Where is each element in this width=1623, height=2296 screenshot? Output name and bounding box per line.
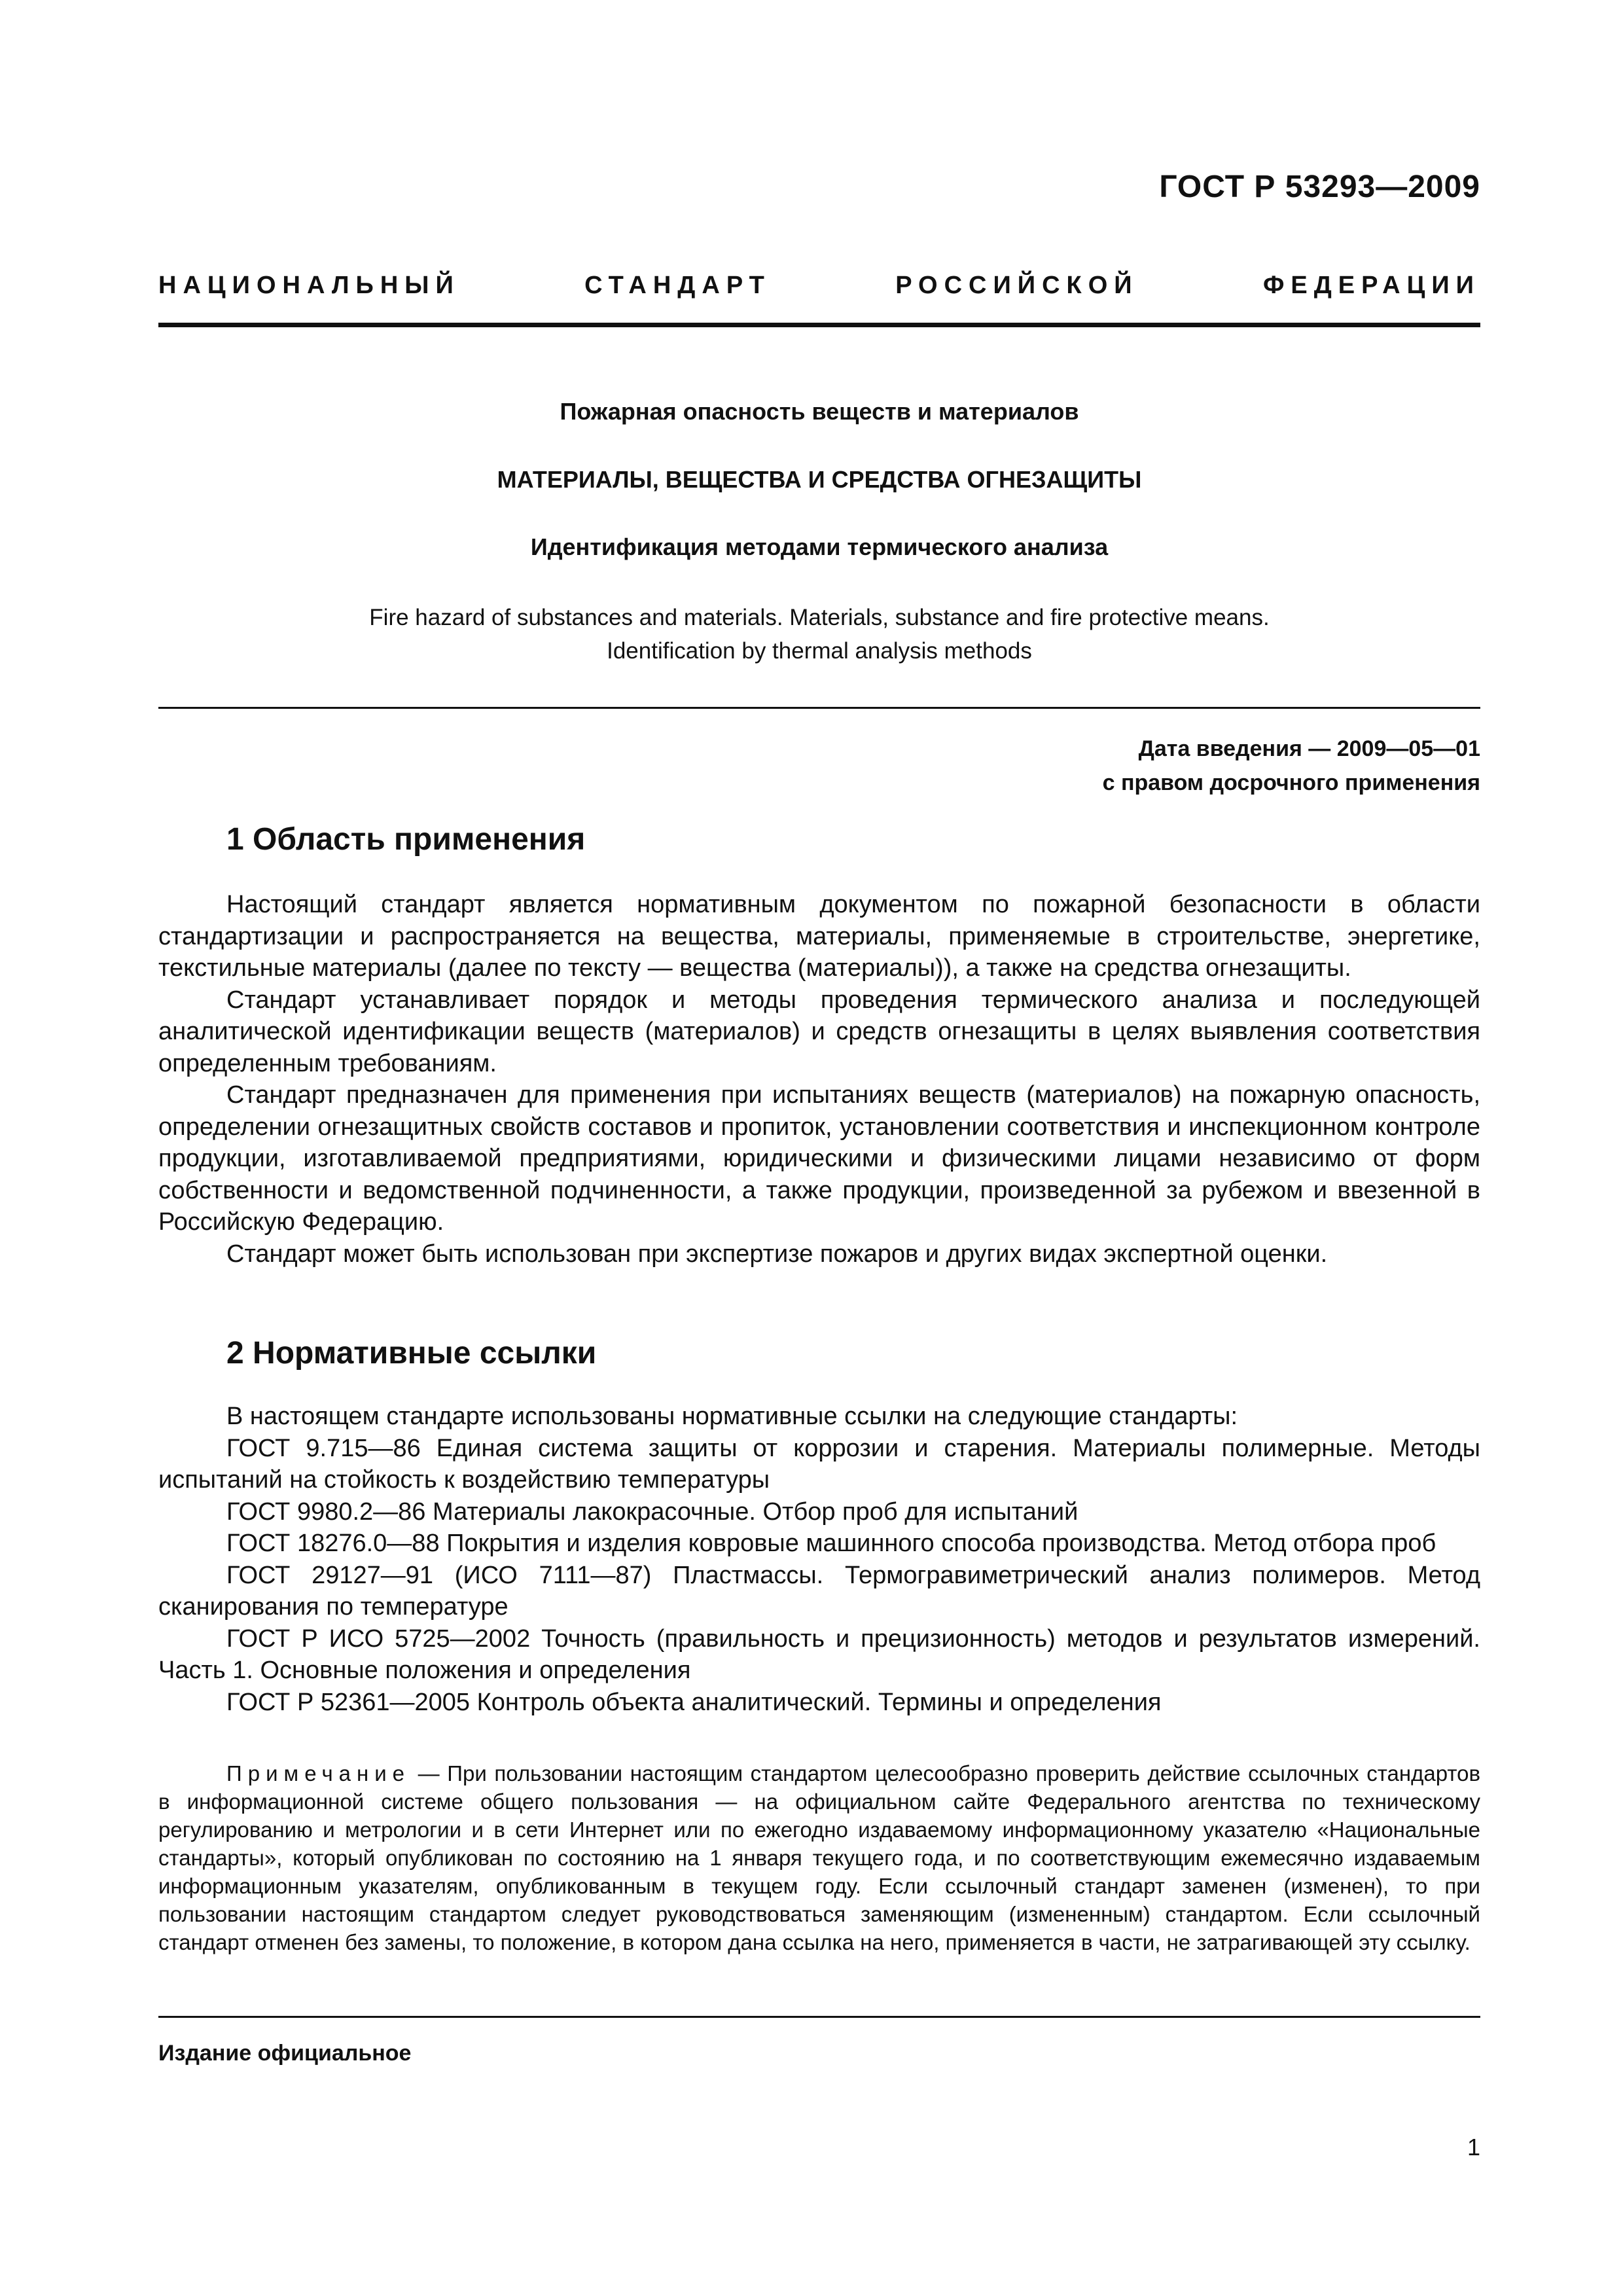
header-divider <box>158 323 1480 327</box>
paragraph: Стандарт может быть использован при экспертизе пожаров и других видах экспертной оценки. <box>226 1240 1328 1268</box>
note-text: — При пользовании настоящим стандартом целесообразно проверить действие ссылочных стандартов в информационной системе общего пользования — на официальном сайте Федерального агентства по техническому регулированию и метрологии и в сети Интернет или по ежегодно издаваемому информационному указателю «Национальные стандарты», который опубликован по состоянию на 1 января текущего года, и по соответствующим ежемесячно издаваемым информационным указателям, опубликованным в текущем году. Если ссылочный стандарт заменен (изменен), то при пользовании настоящим стандартом следует руководствоваться заменяющим (измененным) стандартом. Если ссылочный стандарт отменен без замены, то положение, в котором дана ссылка на него, применяется в части, не затрагивающей эту ссылку. <box>158 1761 1480 1954</box>
reference-item: ГОСТ Р ИСО 5725—2002 Точность (правильность и прецизионность) методов и результатов измерений. Часть 1. Основные положения и определения <box>158 1624 1480 1684</box>
banner-word: СТАНДАРТ <box>584 272 771 299</box>
reference-item: ГОСТ 9.715—86 Единая система защиты от коррозии и старения. Материалы полимерные. Методы испытаний на стойкость к воздействию температуры <box>158 1434 1480 1494</box>
reference-item: ГОСТ 18276.0—88 Покрытия и изделия ковровые машинного способа производства. Метод отбора проб <box>226 1530 1436 1557</box>
introduction-date-line: Дата введения — 2009—05—01 <box>1138 736 1480 761</box>
footer-divider <box>158 2016 1480 2018</box>
english-title-line-2: Identification by thermal analysis methods <box>607 638 1032 664</box>
note-block <box>158 1759 1480 1956</box>
english-title-line-1: Fire hazard of substances and materials. Materials, substance and fire protective means. <box>369 605 1270 630</box>
title-line-3: Идентификация методами термического анализа <box>530 533 1109 560</box>
page-number: 1 <box>1467 2134 1480 2161</box>
early-application-line: с правом досрочного применения <box>1102 770 1480 795</box>
official-edition-label: Издание официальное <box>158 2041 412 2066</box>
title-divider <box>158 707 1480 709</box>
banner-word: НАЦИОНАЛЬНЫЙ <box>158 272 460 299</box>
title-line-2: МАТЕРИАЛЫ, ВЕЩЕСТВА И СРЕДСТВА ОГНЕЗАЩИТЫ <box>497 466 1142 493</box>
title-line-1: Пожарная опасность веществ и материалов <box>560 398 1079 425</box>
banner-word: РОССИЙСКОЙ <box>895 272 1139 299</box>
national-standard-banner <box>158 272 1480 300</box>
introduction-date <box>1103 732 1480 800</box>
reference-item: ГОСТ Р 52361—2005 Контроль объекта аналитический. Термины и определения <box>226 1688 1162 1716</box>
paragraph: В настоящем стандарте использованы нормативные ссылки на следующие стандарты: <box>226 1403 1238 1430</box>
gost-code: ГОСТ Р 53293—2009 <box>1159 170 1480 204</box>
section-2-heading: 2 Нормативные ссылки <box>226 1336 597 1371</box>
paragraph: Стандарт предназначен для применения при испытаниях веществ (материалов) на пожарную опасность, определении огнезащитных свойств составов и пропиток, установлении соответствия и инспекционном контроле продукции, изготавливаемой предприятиями, юридическими и физическими лицами независимо от форм собственности и ведомственной подчиненности, а также продукции, произведенной за рубежом и ввезенной в Российскую Федерацию. <box>158 1081 1480 1236</box>
paragraph: Стандарт устанавливает порядок и методы проведения термического анализа и последующей аналитической идентификации веществ (материалов) и средств огнезащиты в целях выявления соответствия определенным требованиям. <box>158 986 1480 1077</box>
section-2-body <box>158 1401 1480 1718</box>
note-paragraph <box>158 1759 1480 1956</box>
paragraph: Настоящий стандарт является нормативным документом по пожарной безопасности в области стандартизации и распространяется на вещества, материалы, применяемые в строительстве, энергетике, текстильные материалы (далее по тексту — вещества (материалы)), а также на средства огнезащиты. <box>158 891 1480 982</box>
note-label: Примечание <box>226 1761 411 1785</box>
section-1-body <box>158 889 1480 1270</box>
reference-item: ГОСТ 29127—91 (ИСО 7111—87) Пластмассы. Термогравиметрический анализ полимеров. Метод сканирования по температуре <box>158 1561 1480 1621</box>
section-1-heading: 1 Область применения <box>226 822 586 857</box>
banner-word: ФЕДЕРАЦИИ <box>1262 272 1480 299</box>
english-title <box>158 601 1480 668</box>
document-page <box>158 0 1480 2296</box>
reference-item: ГОСТ 9980.2—86 Материалы лакокрасочные. Отбор проб для испытаний <box>226 1498 1079 1526</box>
